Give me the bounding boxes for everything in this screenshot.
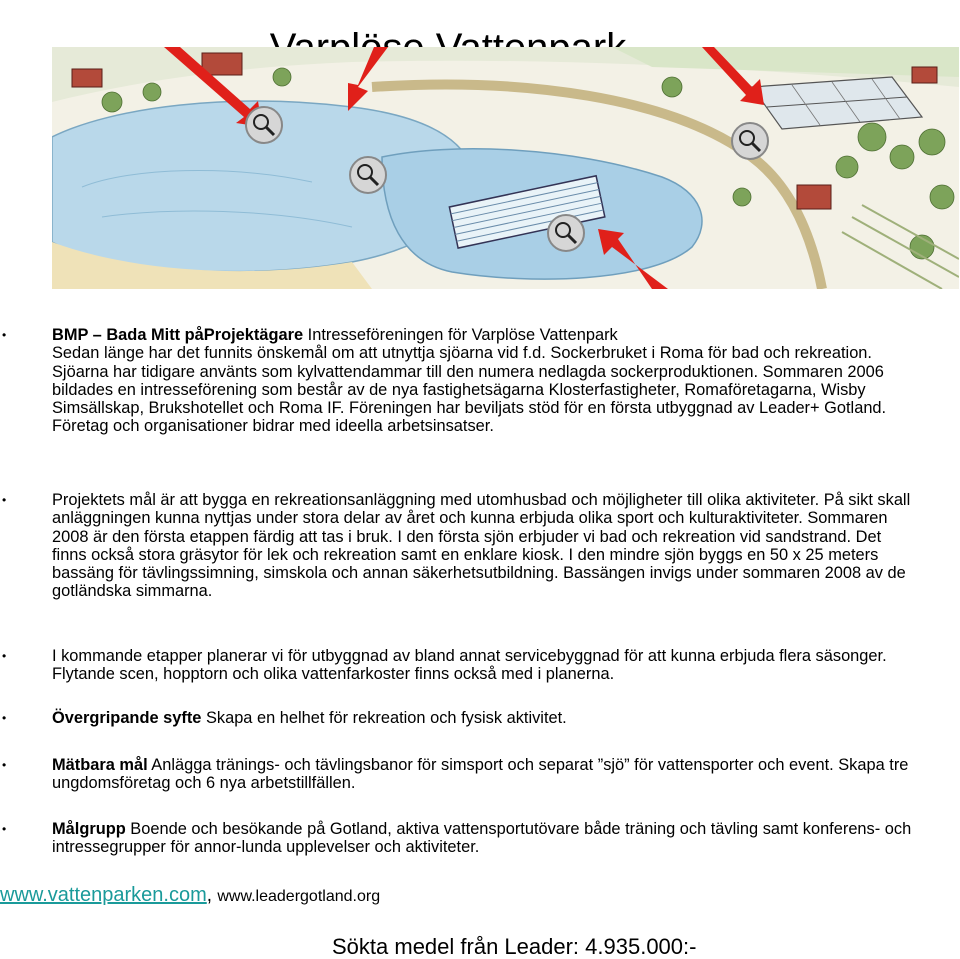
bullet-target-group <box>2 820 912 857</box>
bullet-project-owner <box>2 326 912 436</box>
bullet-heading: Mätbara mål <box>52 756 148 774</box>
bullet-paragraph: Projektets mål är att bygga en rekreationsanläggning med utomhusbad och möjligheter till olika aktiviteter. På sikt skall anläggningen kunna nyttjas under stora delar av året och kunna erbjuda olika sport och kulturaktiviteter. Sommaren 2008 är den första etappen färdig att tas i bruk. I den första sjön erbjuder vi bad och rekreation vid sandstrand. Det finns också stora gräsytor för lek och rekreation samt en enklare kiosk. I den mindre sjön byggs en 50 x 25 meters bassäng för tävlingssimning, simskola och annan säkerhetsutbildning. Bassängen invigs under sommaren 2008 av de gotländska simmarna. <box>52 491 911 601</box>
bullet-heading: Målgrupp <box>52 820 126 838</box>
bullet-text: Intresseföreningen för Varplöse Vattenpark <box>303 326 618 344</box>
link-leadergotland[interactable]: www.leadergotland.org <box>217 888 381 905</box>
bullet-line <box>52 326 912 344</box>
bullet-symbol: • <box>2 493 7 507</box>
bullet-symbol: • <box>2 649 7 663</box>
bullet-symbol: • <box>2 758 7 772</box>
bullet-text: Anlägga tränings- och tävlingsbanor för simsport och separat ”sjö” för vattensporter och event. Skapa tre ungdomsföretag och 6 nya arbetstillfällen. <box>52 756 909 793</box>
bullet-symbol: • <box>2 822 7 836</box>
bullet-paragraph: I kommande etapper planerar vi för utbyggnad av bland annat servicebyggnad för att kunna erbjuda flera säsonger. Flytande scen, hopptorn och olika vattenfarkoster finns också med i planerna. <box>52 647 887 684</box>
bullet-heading: Övergripande syfte <box>52 709 202 727</box>
bullet-future-stages <box>2 647 912 684</box>
website-links <box>0 884 380 908</box>
bullet-text: Boende och besökande på Gotland, aktiva vattensportutövare både träning och tävling samt konferens- och intressegrupper för annor-lunda upplevelser och aktiviteter. <box>52 820 912 857</box>
bullet-line <box>52 709 912 727</box>
park-illustration <box>52 47 959 289</box>
bullet-text: Skapa en helhet för rekreation och fysisk aktivitet. <box>201 709 567 727</box>
bullet-symbol: • <box>2 328 7 342</box>
magnifier-icon <box>246 107 282 143</box>
link-separator: , <box>206 885 213 906</box>
bullet-overall-purpose <box>2 709 912 727</box>
funding-requested: Sökta medel från Leader: 4.935.000:- <box>332 934 697 959</box>
bullet-symbol: • <box>2 711 7 725</box>
bullet-project-goal <box>2 491 912 601</box>
bullet-measurable-goals <box>2 756 912 793</box>
bullet-heading: BMP – Bada Mitt påProjektägare <box>52 326 304 344</box>
bullet-paragraph: Sedan länge har det funnits önskemål om att utnyttja sjöarna vid f.d. Sockerbruket i Roma för bad och rekreation. Sjöarna har tidigare använts som kylvattendammar till den numera nedlagda sockerproduktionen. Sommaren 2006 bildades en intresseförening som består av de nya fastighetsägarna Klosterfastigheter, Romaföretagarna, Wisby Simsällskap, Brukshotellet och Roma IF. Föreningen har beviljats stöd för en första utbyggnad av Leader+ Gotland. Företag och organisationer bidrar med ideella arbetsinsatser. <box>52 344 887 436</box>
link-vattenparken[interactable]: www.vattenparken.com <box>0 884 207 906</box>
bullet-line <box>52 756 912 793</box>
bullet-line <box>52 820 912 857</box>
